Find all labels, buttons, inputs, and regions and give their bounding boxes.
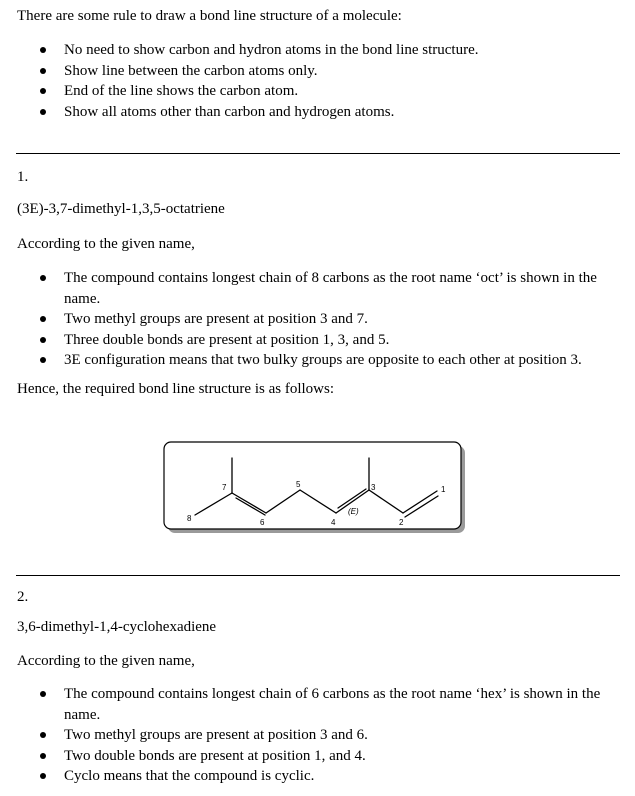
- list-item: End of the line shows the carbon atom.: [0, 81, 635, 102]
- rules-list: [0, 40, 635, 122]
- intro-heading: There are some rule to draw a bond line structure of a molecule:: [17, 8, 402, 24]
- list-item: Cyclo means that the compound is cyclic.: [0, 766, 635, 787]
- atom-label: 1: [441, 485, 446, 494]
- atom-label: 4: [331, 518, 336, 527]
- list-item: Show all atoms other than carbon and hydrogen atoms.: [0, 102, 635, 123]
- section-number: 2.: [17, 589, 29, 605]
- list-item: Show line between the carbon atoms only.: [0, 61, 635, 82]
- atom-label: 3: [371, 483, 376, 492]
- atom-label: 5: [296, 480, 301, 489]
- according-text: According to the given name,: [17, 653, 195, 669]
- bond-line-structure: [163, 441, 467, 535]
- section-number: 1.: [17, 169, 29, 185]
- divider: [16, 153, 620, 154]
- list-item: Two methyl groups are present at position 3 and 6.: [0, 725, 635, 746]
- list-item: Three double bonds are present at position 1, 3, and 5.: [0, 330, 635, 351]
- points-list: [0, 684, 635, 787]
- atom-label: 8: [187, 514, 192, 523]
- atom-label: 2: [399, 518, 404, 527]
- atom-label: 6: [260, 518, 265, 527]
- hence-text: Hence, the required bond line structure is as follows:: [17, 381, 334, 397]
- list-item: The compound contains longest chain of 8 carbons as the root name ‘oct’ is shown in the name.: [0, 268, 635, 309]
- stereo-label: (E): [348, 507, 359, 516]
- list-item: The compound contains longest chain of 6 carbons as the root name ‘hex’ is shown in the name.: [0, 684, 635, 725]
- list-item: 3E configuration means that two bulky groups are opposite to each other at position 3.: [0, 350, 635, 371]
- divider: [16, 575, 620, 576]
- points-list: [0, 268, 635, 371]
- list-item: No need to show carbon and hydron atoms in the bond line structure.: [0, 40, 635, 61]
- list-item: Two methyl groups are present at position 3 and 7.: [0, 309, 635, 330]
- list-item: Two double bonds are present at position 1, and 4.: [0, 746, 635, 767]
- atom-label: 7: [222, 483, 227, 492]
- compound-name: (3E)-3,7-dimethyl-1,3,5-octatriene: [17, 201, 225, 217]
- structure-frame: [164, 442, 461, 529]
- according-text: According to the given name,: [17, 236, 195, 252]
- compound-name: 3,6-dimethyl-1,4-cyclohexadiene: [17, 619, 217, 635]
